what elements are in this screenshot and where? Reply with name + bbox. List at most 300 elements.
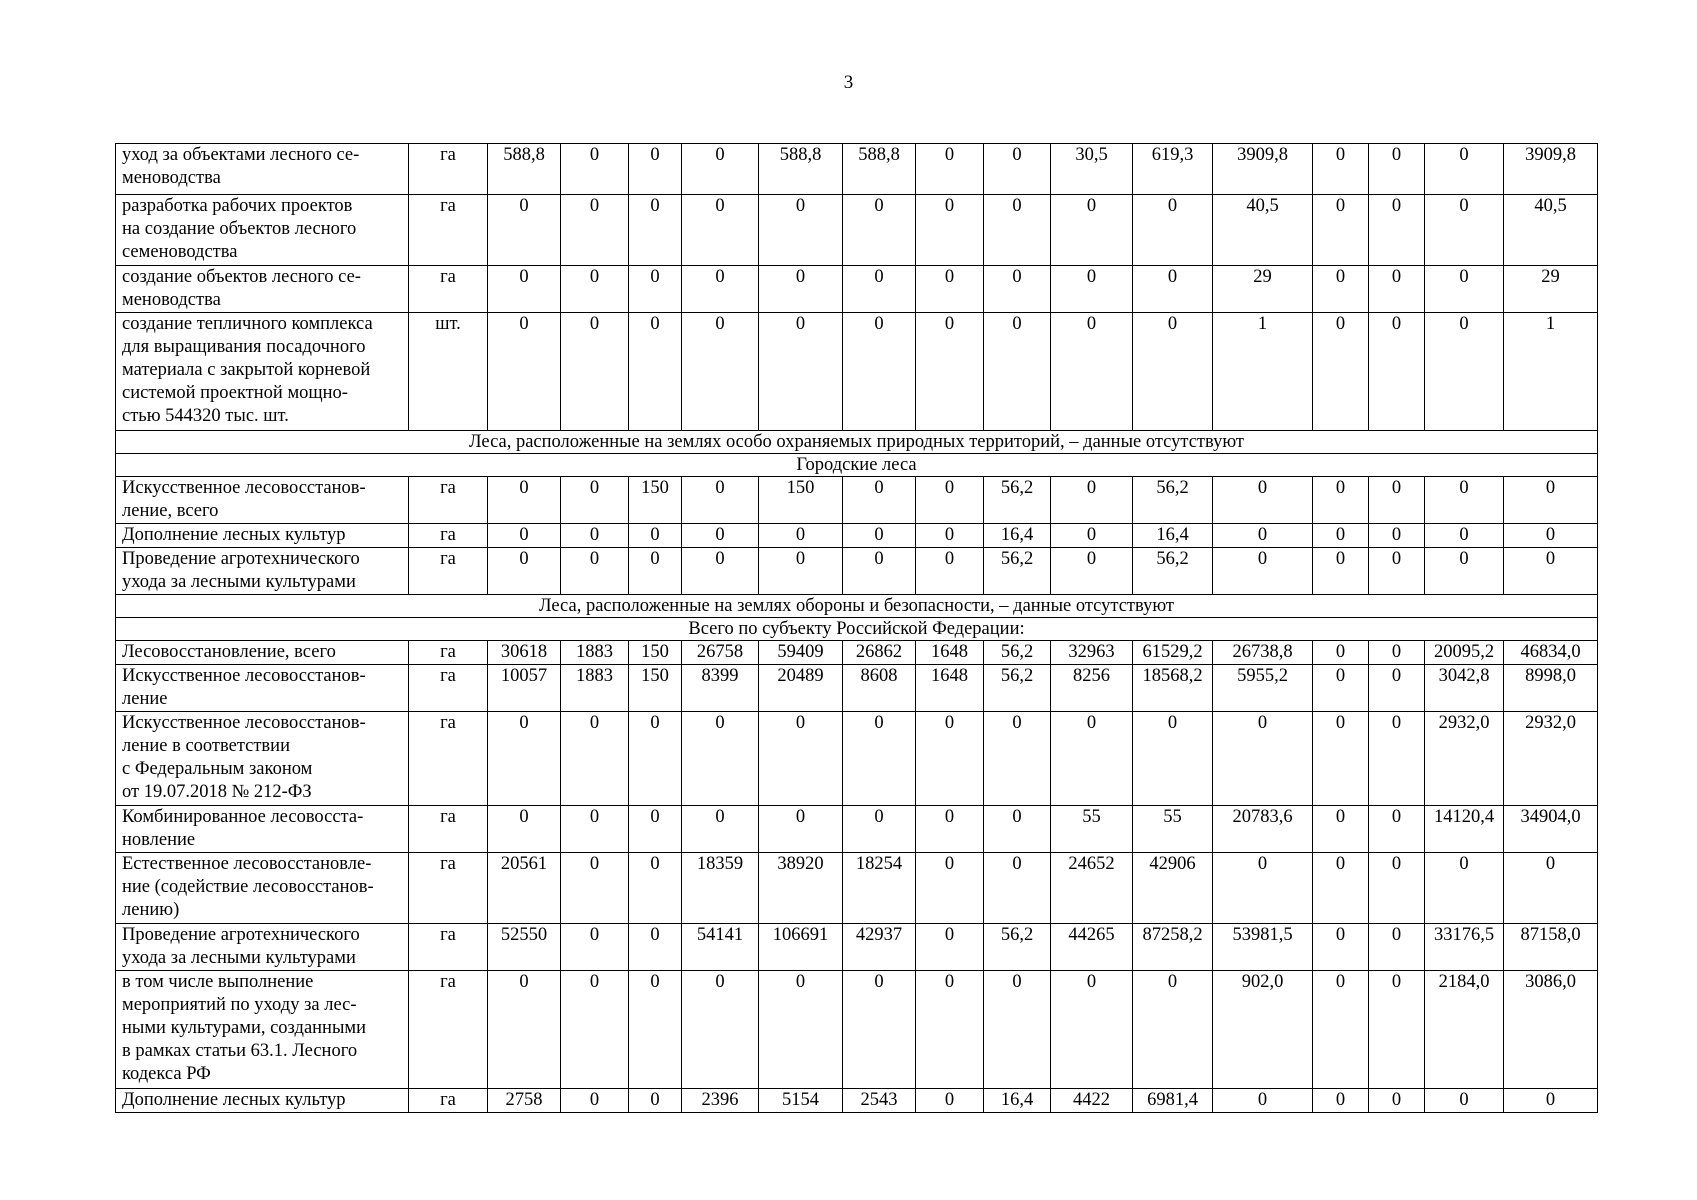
unit-cell: га — [409, 195, 488, 266]
value-cell: 0 — [984, 806, 1051, 853]
value-cell: 0 — [629, 313, 682, 431]
value-cell: 0 — [1313, 144, 1369, 195]
value-cell: 0 — [1213, 548, 1313, 595]
value-cell: 0 — [1051, 548, 1133, 595]
value-cell: 0 — [488, 266, 561, 313]
value-cell: 1648 — [916, 665, 984, 712]
value-cell: 0 — [843, 266, 916, 313]
table-row — [116, 266, 1598, 313]
indicator-name-line: создание объектов лесного се- — [122, 267, 361, 287]
indicator-name-line: ными культурами, созданными — [122, 1018, 366, 1038]
indicator-name-line: материала с закрытой корневой — [122, 360, 371, 380]
value-cell: 0 — [561, 1089, 629, 1113]
indicator-name-line: новление — [122, 830, 196, 850]
indicator-name-line: в том числе выполнение — [122, 972, 314, 992]
value-cell: 0 — [759, 712, 843, 806]
value-cell: 0 — [629, 853, 682, 924]
unit-cell: га — [409, 477, 488, 524]
value-cell: 32963 — [1051, 641, 1133, 665]
value-cell: 0 — [1425, 144, 1504, 195]
value-cell: 20561 — [488, 853, 561, 924]
value-cell: 0 — [561, 313, 629, 431]
page-number: 3 — [843, 72, 854, 93]
value-cell: 0 — [916, 806, 984, 853]
table-row — [116, 924, 1598, 971]
indicator-name-cell — [116, 266, 409, 313]
value-cell: 0 — [1133, 195, 1213, 266]
value-cell: 0 — [1425, 853, 1504, 924]
value-cell: 1 — [1504, 313, 1598, 431]
unit-cell: га — [409, 524, 488, 548]
indicator-name-line: Искусственное лесовосстанов- — [122, 713, 366, 733]
unit-cell: га — [409, 144, 488, 195]
value-cell: 0 — [1504, 477, 1598, 524]
indicator-name-line: стью 544320 тыс. шт. — [122, 406, 289, 426]
indicator-name-line: Лесовосстановление, всего — [122, 642, 336, 662]
value-cell: 0 — [629, 144, 682, 195]
value-cell: 40,5 — [1504, 195, 1598, 266]
unit-cell: га — [409, 971, 488, 1089]
value-cell: 150 — [759, 477, 843, 524]
section-heading: Всего по субъекту Российской Федерации: — [116, 618, 1598, 641]
unit-cell: шт. — [409, 313, 488, 431]
value-cell: 55 — [1051, 806, 1133, 853]
value-cell: 0 — [682, 195, 759, 266]
value-cell: 0 — [1313, 806, 1369, 853]
table-row — [116, 641, 1598, 665]
value-cell: 0 — [1313, 195, 1369, 266]
value-cell: 0 — [916, 313, 984, 431]
indicator-name-line: меноводства — [122, 168, 221, 188]
value-cell: 18254 — [843, 853, 916, 924]
unit-cell: га — [409, 712, 488, 806]
value-cell: 902,0 — [1213, 971, 1313, 1089]
value-cell: 0 — [1213, 712, 1313, 806]
value-cell: 0 — [488, 195, 561, 266]
unit-cell: га — [409, 806, 488, 853]
value-cell: 38920 — [759, 853, 843, 924]
table-row — [116, 313, 1598, 431]
indicator-name-line: Дополнение лесных культур — [122, 1090, 346, 1110]
value-cell: 2396 — [682, 1089, 759, 1113]
value-cell: 0 — [1369, 195, 1425, 266]
indicator-name-line: лению) — [122, 900, 180, 920]
value-cell: 0 — [682, 266, 759, 313]
table-row — [116, 971, 1598, 1089]
indicator-name-line: меноводства — [122, 290, 221, 310]
value-cell: 0 — [488, 712, 561, 806]
value-cell: 33176,5 — [1425, 924, 1504, 971]
value-cell: 0 — [561, 266, 629, 313]
value-cell: 0 — [759, 524, 843, 548]
value-cell: 87158,0 — [1504, 924, 1598, 971]
value-cell: 56,2 — [984, 477, 1051, 524]
value-cell: 0 — [629, 195, 682, 266]
value-cell: 0 — [561, 477, 629, 524]
value-cell: 1883 — [561, 641, 629, 665]
indicator-name-cell — [116, 853, 409, 924]
indicator-name-cell — [116, 1089, 409, 1113]
value-cell: 0 — [759, 266, 843, 313]
value-cell: 0 — [916, 971, 984, 1089]
value-cell: 0 — [682, 548, 759, 595]
value-cell: 0 — [1213, 1089, 1313, 1113]
indicator-name-cell — [116, 548, 409, 595]
value-cell: 0 — [1369, 971, 1425, 1089]
value-cell: 0 — [916, 524, 984, 548]
value-cell: 0 — [561, 548, 629, 595]
value-cell: 3909,8 — [1504, 144, 1598, 195]
value-cell: 0 — [1425, 266, 1504, 313]
indicator-name-cell — [116, 712, 409, 806]
table-row — [116, 806, 1598, 853]
value-cell: 0 — [1425, 524, 1504, 548]
data-table — [115, 143, 1598, 1113]
value-cell: 56,2 — [1133, 477, 1213, 524]
value-cell: 0 — [1369, 1089, 1425, 1113]
value-cell: 42906 — [1133, 853, 1213, 924]
value-cell: 0 — [1313, 924, 1369, 971]
value-cell: 0 — [1369, 641, 1425, 665]
unit-cell: га — [409, 641, 488, 665]
value-cell: 30,5 — [1051, 144, 1133, 195]
indicator-name-line: создание тепличного комплекса — [122, 314, 373, 334]
indicator-name-cell — [116, 313, 409, 431]
indicator-name-line: ние (содействие лесовосстанов- — [122, 877, 374, 897]
indicator-name-line: кодекса РФ — [122, 1064, 211, 1084]
value-cell: 0 — [488, 524, 561, 548]
value-cell: 0 — [1425, 548, 1504, 595]
value-cell: 5955,2 — [1213, 665, 1313, 712]
value-cell: 0 — [843, 313, 916, 431]
value-cell: 52550 — [488, 924, 561, 971]
value-cell: 0 — [1213, 524, 1313, 548]
indicator-name-line: ухода за лесными культурами — [122, 948, 356, 968]
value-cell: 26862 — [843, 641, 916, 665]
value-cell: 0 — [984, 313, 1051, 431]
value-cell: 0 — [1133, 266, 1213, 313]
value-cell: 55 — [1133, 806, 1213, 853]
value-cell: 0 — [1313, 313, 1369, 431]
value-cell: 3086,0 — [1504, 971, 1598, 1089]
value-cell: 16,4 — [1133, 524, 1213, 548]
value-cell: 0 — [1213, 477, 1313, 524]
indicator-name-line: в рамках статьи 63.1. Лесного — [122, 1041, 358, 1061]
value-cell: 53981,5 — [1213, 924, 1313, 971]
value-cell: 3042,8 — [1425, 665, 1504, 712]
value-cell: 0 — [1051, 477, 1133, 524]
value-cell: 0 — [629, 266, 682, 313]
indicator-name-cell — [116, 641, 409, 665]
value-cell: 30618 — [488, 641, 561, 665]
indicator-name-line: разработка рабочих проектов — [122, 196, 353, 216]
table-row — [116, 144, 1598, 195]
value-cell: 0 — [629, 548, 682, 595]
value-cell: 0 — [759, 806, 843, 853]
section-row — [116, 618, 1598, 641]
value-cell: 26758 — [682, 641, 759, 665]
value-cell: 29 — [1504, 266, 1598, 313]
value-cell: 8399 — [682, 665, 759, 712]
value-cell: 24652 — [1051, 853, 1133, 924]
table-row — [116, 712, 1598, 806]
value-cell: 4422 — [1051, 1089, 1133, 1113]
unit-cell: га — [409, 853, 488, 924]
value-cell: 0 — [488, 313, 561, 431]
value-cell: 2543 — [843, 1089, 916, 1113]
value-cell: 0 — [1369, 477, 1425, 524]
value-cell: 0 — [916, 144, 984, 195]
value-cell: 2758 — [488, 1089, 561, 1113]
value-cell: 2932,0 — [1504, 712, 1598, 806]
value-cell: 1883 — [561, 665, 629, 712]
value-cell: 0 — [916, 195, 984, 266]
value-cell: 56,2 — [984, 641, 1051, 665]
value-cell: 0 — [1369, 313, 1425, 431]
value-cell: 0 — [916, 712, 984, 806]
value-cell: 6981,4 — [1133, 1089, 1213, 1113]
value-cell: 0 — [629, 1089, 682, 1113]
value-cell: 0 — [1369, 712, 1425, 806]
value-cell: 59409 — [759, 641, 843, 665]
value-cell: 0 — [1313, 971, 1369, 1089]
unit-cell: га — [409, 924, 488, 971]
value-cell: 56,2 — [984, 924, 1051, 971]
value-cell: 0 — [1425, 1089, 1504, 1113]
indicator-name-line: ление, всего — [122, 501, 219, 521]
value-cell: 0 — [561, 195, 629, 266]
value-cell: 150 — [629, 665, 682, 712]
value-cell: 61529,2 — [1133, 641, 1213, 665]
value-cell: 2184,0 — [1425, 971, 1504, 1089]
value-cell: 0 — [843, 548, 916, 595]
value-cell: 54141 — [682, 924, 759, 971]
value-cell: 0 — [561, 712, 629, 806]
value-cell: 0 — [1369, 806, 1425, 853]
section-row — [116, 595, 1598, 618]
value-cell: 0 — [1504, 853, 1598, 924]
indicator-name-cell — [116, 665, 409, 712]
value-cell: 0 — [1133, 313, 1213, 431]
value-cell: 0 — [843, 971, 916, 1089]
value-cell: 0 — [1313, 665, 1369, 712]
value-cell: 16,4 — [984, 1089, 1051, 1113]
value-cell: 0 — [1313, 524, 1369, 548]
value-cell: 0 — [984, 144, 1051, 195]
section-row — [116, 431, 1598, 454]
value-cell: 46834,0 — [1504, 641, 1598, 665]
value-cell: 10057 — [488, 665, 561, 712]
value-cell: 20095,2 — [1425, 641, 1504, 665]
value-cell: 0 — [682, 144, 759, 195]
table-row — [116, 665, 1598, 712]
value-cell: 0 — [984, 853, 1051, 924]
unit-cell: га — [409, 1089, 488, 1113]
value-cell: 588,8 — [843, 144, 916, 195]
indicator-name-line: Естественное лесовосстановле- — [122, 854, 372, 874]
indicator-name-line: на создание объектов лесного — [122, 219, 357, 239]
value-cell: 44265 — [1051, 924, 1133, 971]
value-cell: 0 — [759, 971, 843, 1089]
value-cell: 0 — [1313, 853, 1369, 924]
indicator-name-cell — [116, 524, 409, 548]
value-cell: 56,2 — [1133, 548, 1213, 595]
value-cell: 20489 — [759, 665, 843, 712]
value-cell: 0 — [1313, 712, 1369, 806]
value-cell: 0 — [1504, 524, 1598, 548]
section-heading: Леса, расположенные на землях особо охраняемых природных территорий, – данные отсутствуют — [116, 431, 1598, 454]
indicator-name-cell — [116, 806, 409, 853]
value-cell: 0 — [682, 806, 759, 853]
value-cell: 0 — [843, 712, 916, 806]
value-cell: 0 — [1369, 524, 1425, 548]
unit-cell: га — [409, 266, 488, 313]
value-cell: 0 — [1313, 477, 1369, 524]
value-cell: 34904,0 — [1504, 806, 1598, 853]
value-cell: 0 — [916, 1089, 984, 1113]
value-cell: 56,2 — [984, 548, 1051, 595]
value-cell: 5154 — [759, 1089, 843, 1113]
value-cell: 0 — [1213, 853, 1313, 924]
value-cell: 106691 — [759, 924, 843, 971]
value-cell: 0 — [1051, 971, 1133, 1089]
value-cell: 40,5 — [1213, 195, 1313, 266]
value-cell: 0 — [759, 548, 843, 595]
value-cell: 0 — [682, 971, 759, 1089]
indicator-name-line: Дополнение лесных культур — [122, 525, 346, 545]
value-cell: 0 — [488, 548, 561, 595]
value-cell: 0 — [488, 477, 561, 524]
indicator-name-line: от 19.07.2018 № 212-ФЗ — [122, 782, 312, 802]
value-cell: 56,2 — [984, 665, 1051, 712]
value-cell: 0 — [1369, 853, 1425, 924]
value-cell: 3909,8 — [1213, 144, 1313, 195]
value-cell: 0 — [1051, 524, 1133, 548]
value-cell: 588,8 — [759, 144, 843, 195]
value-cell: 0 — [843, 806, 916, 853]
value-cell: 619,3 — [1133, 144, 1213, 195]
indicator-name-line: мероприятий по уходу за лес- — [122, 995, 357, 1015]
value-cell: 1 — [1213, 313, 1313, 431]
value-cell: 0 — [1051, 266, 1133, 313]
value-cell: 0 — [629, 712, 682, 806]
value-cell: 0 — [488, 971, 561, 1089]
section-row — [116, 454, 1598, 477]
value-cell: 0 — [1133, 712, 1213, 806]
value-cell: 0 — [1504, 548, 1598, 595]
value-cell: 0 — [682, 313, 759, 431]
value-cell: 8256 — [1051, 665, 1133, 712]
value-cell: 0 — [1425, 313, 1504, 431]
value-cell: 0 — [759, 313, 843, 431]
value-cell: 0 — [561, 971, 629, 1089]
value-cell: 0 — [629, 524, 682, 548]
value-cell: 0 — [682, 524, 759, 548]
value-cell: 18359 — [682, 853, 759, 924]
value-cell: 0 — [629, 924, 682, 971]
value-cell: 0 — [916, 477, 984, 524]
value-cell: 0 — [984, 266, 1051, 313]
value-cell: 0 — [1313, 266, 1369, 313]
table-row — [116, 524, 1598, 548]
value-cell: 150 — [629, 477, 682, 524]
value-cell: 0 — [1369, 665, 1425, 712]
value-cell: 0 — [1313, 1089, 1369, 1113]
table-row — [116, 195, 1598, 266]
value-cell: 0 — [984, 971, 1051, 1089]
value-cell: 0 — [1313, 548, 1369, 595]
indicator-name-line: Проведение агротехнического — [122, 925, 360, 945]
indicator-name-line: ление в соответствии — [122, 736, 290, 756]
value-cell: 0 — [682, 712, 759, 806]
value-cell: 0 — [759, 195, 843, 266]
value-cell: 87258,2 — [1133, 924, 1213, 971]
value-cell: 0 — [1051, 313, 1133, 431]
value-cell: 0 — [561, 524, 629, 548]
value-cell: 2932,0 — [1425, 712, 1504, 806]
value-cell: 0 — [1051, 712, 1133, 806]
indicator-name-line: с Федеральным законом — [122, 759, 313, 779]
value-cell: 20783,6 — [1213, 806, 1313, 853]
indicator-name-cell — [116, 971, 409, 1089]
value-cell: 0 — [561, 806, 629, 853]
value-cell: 0 — [1133, 971, 1213, 1089]
value-cell: 0 — [1369, 548, 1425, 595]
unit-cell: га — [409, 548, 488, 595]
value-cell: 0 — [682, 477, 759, 524]
value-cell: 1648 — [916, 641, 984, 665]
value-cell: 0 — [916, 853, 984, 924]
indicator-name-line: для выращивания посадочного — [122, 337, 366, 357]
indicator-name-line: семеноводства — [122, 242, 238, 262]
table-row — [116, 548, 1598, 595]
indicator-name-line: ухода за лесными культурами — [122, 572, 356, 592]
value-cell: 0 — [1369, 924, 1425, 971]
value-cell: 0 — [916, 266, 984, 313]
value-cell: 42937 — [843, 924, 916, 971]
value-cell: 18568,2 — [1133, 665, 1213, 712]
value-cell: 0 — [843, 195, 916, 266]
value-cell: 0 — [843, 477, 916, 524]
indicator-name-cell — [116, 144, 409, 195]
indicator-name-line: системой проектной мощно- — [122, 383, 348, 403]
value-cell: 0 — [1369, 266, 1425, 313]
value-cell: 0 — [1425, 477, 1504, 524]
indicator-name-line: Искусственное лесовосстанов- — [122, 478, 366, 498]
value-cell: 0 — [984, 195, 1051, 266]
indicator-name-line: Искусственное лесовосстанов- — [122, 666, 366, 686]
value-cell: 29 — [1213, 266, 1313, 313]
section-heading: Леса, расположенные на землях обороны и безопасности, – данные отсутствуют — [116, 595, 1598, 618]
unit-cell: га — [409, 665, 488, 712]
value-cell: 0 — [1425, 195, 1504, 266]
section-heading: Городские леса — [116, 454, 1598, 477]
value-cell: 150 — [629, 641, 682, 665]
indicator-name-cell — [116, 924, 409, 971]
table-row — [116, 477, 1598, 524]
table-row — [116, 1089, 1598, 1113]
value-cell: 0 — [629, 806, 682, 853]
value-cell: 0 — [629, 971, 682, 1089]
indicator-name-line: Проведение агротехнического — [122, 549, 360, 569]
indicator-name-cell — [116, 195, 409, 266]
value-cell: 8608 — [843, 665, 916, 712]
value-cell: 0 — [984, 712, 1051, 806]
value-cell: 0 — [916, 924, 984, 971]
indicator-name-cell — [116, 477, 409, 524]
value-cell: 588,8 — [488, 144, 561, 195]
value-cell: 16,4 — [984, 524, 1051, 548]
